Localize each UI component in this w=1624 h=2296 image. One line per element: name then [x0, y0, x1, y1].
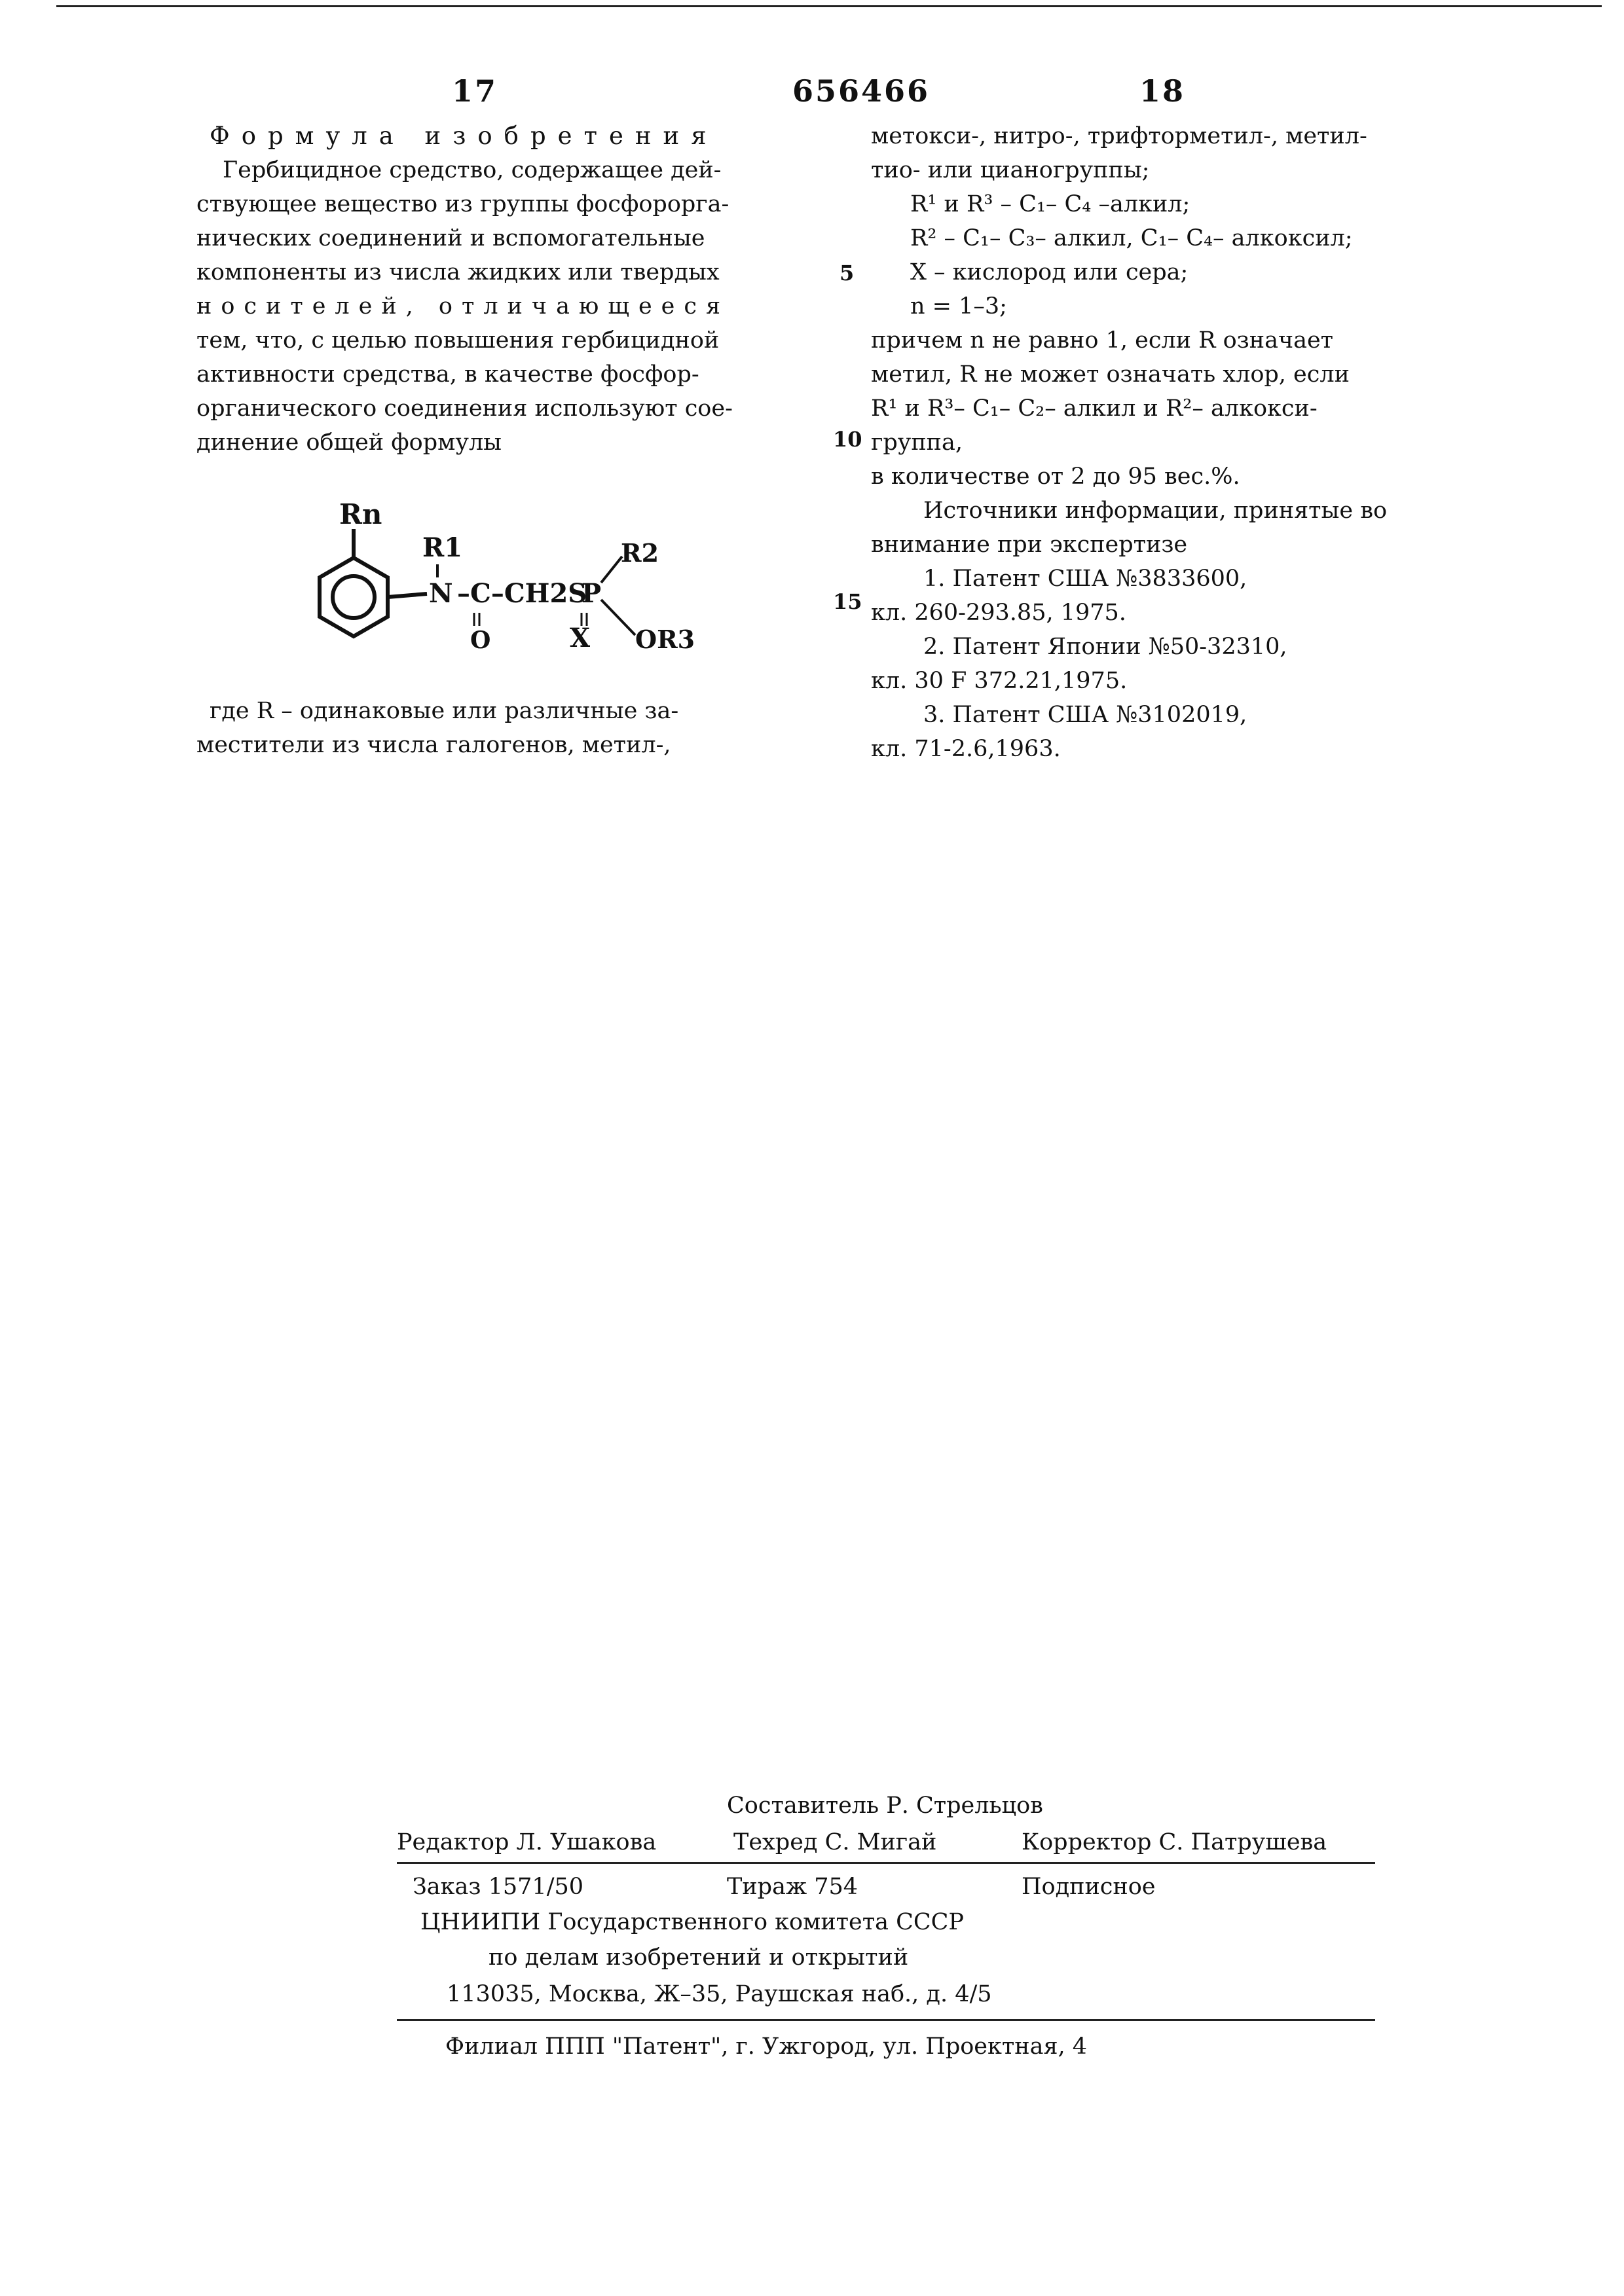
claim-line: органического соединения используют сое-	[196, 395, 733, 422]
formula-nitrogen: N	[429, 578, 453, 609]
top-border-line	[56, 5, 1602, 7]
imprint-address: 113035, Москва, Ж–35, Раушская наб., д. 4/5	[447, 1981, 992, 2007]
claim-line: R² – C₁– C₃– алкил, C₁– C₄– алкоксил;	[910, 225, 1353, 251]
claim-line: местители из числа галогенов, метил-,	[196, 732, 671, 758]
left-column-continued	[196, 694, 825, 762]
claim-line: носителей, отличающееся	[196, 293, 730, 319]
claim-line: метокси-, нитро-, трифторметил-, метил-	[871, 123, 1367, 149]
imprint-org-line2: по делам изобретений и открытий	[489, 1944, 909, 1971]
claim-line: тем, что, с целью повышения гербицидной	[196, 327, 720, 354]
source-1: 1. Патент США №3833600,	[923, 566, 1247, 592]
claim-line: нических соединений и вспомогательные	[196, 225, 705, 251]
claim-line: динение общей формулы	[196, 429, 502, 456]
formula-ring-substituent: Rn	[339, 498, 382, 530]
sources-heading-cont: внимание при экспертизе	[871, 532, 1188, 558]
claim-line: R¹ и R³ – C₁– C₄ –алкил;	[910, 191, 1190, 217]
line-number-10: 10	[833, 427, 862, 452]
page-number-left: 17	[452, 73, 498, 109]
formula-p-substituent-bottom: OR3	[635, 625, 695, 654]
general-formula-structure	[288, 484, 760, 668]
claim-line: метил, R не может означать хлор, если	[871, 361, 1350, 388]
claim-line: компоненты из числа жидких или твердых	[196, 259, 720, 285]
claim-line: Гербицидное средство, содержащее дей-	[223, 157, 722, 183]
benzene-ring-circle	[333, 576, 375, 618]
claims-heading: Формула изобретения	[210, 122, 718, 150]
imprint-compiler: Составитель Р. Стрельцов	[727, 1793, 1043, 1819]
claim-line: группа,	[871, 429, 963, 456]
left-column	[196, 119, 825, 460]
source-3-class: кл. 71-2.6,1963.	[871, 736, 1061, 762]
p-r2-bond	[601, 556, 622, 583]
claim-line: ствующее вещество из группы фосфорорга-	[196, 191, 729, 217]
right-column	[871, 119, 1526, 766]
line-number-15: 15	[833, 589, 862, 614]
formula-chain: –C–CH2S	[457, 578, 587, 609]
imprint-rule-top	[397, 1862, 1375, 1864]
claim-line: причем n не равно 1, если R означает	[871, 327, 1334, 354]
formula-n-substituent: R1	[422, 532, 463, 563]
imprint-editor: Редактор Л. Ушакова	[397, 1829, 657, 1855]
imprint-org-line1: ЦНИИПИ Государственного комитета СССР	[420, 1909, 964, 1935]
claim-line: активности средства, в качестве фосфор-	[196, 361, 699, 388]
claim-line: n = 1–3;	[910, 293, 1007, 319]
benzene-ring-hexagon	[320, 558, 388, 636]
source-3: 3. Патент США №3102019,	[923, 702, 1247, 728]
imprint-subscription: Подписное	[1022, 1874, 1156, 1900]
patent-number: 656466	[792, 73, 931, 109]
sources-heading: Источники информации, принятые во	[923, 498, 1388, 524]
ring-n-bond	[388, 594, 427, 597]
source-2: 2. Патент Японии №50-32310,	[923, 634, 1287, 660]
claim-line: X – кислород или сера;	[910, 259, 1189, 285]
formula-p-substituent-top: R2	[621, 538, 659, 568]
imprint-order: Заказ 1571/50	[413, 1874, 584, 1900]
claim-line: R¹ и R³– C₁– C₂– алкил и R²– алкокси-	[871, 395, 1318, 422]
claim-line: тио- или цианогруппы;	[871, 157, 1150, 183]
line-number-5: 5	[840, 261, 855, 285]
claim-line: в количестве от 2 до 95 вес.%.	[871, 464, 1240, 490]
imprint-techred: Техред С. Мигай	[733, 1829, 937, 1855]
source-2-class: кл. 30 F 372.21,1975.	[871, 668, 1128, 694]
page-number-right: 18	[1139, 73, 1186, 109]
claim-line: где R – одинаковые или различные за-	[210, 698, 679, 724]
source-1-class: кл. 260-293.85, 1975.	[871, 600, 1126, 626]
formula-carbonyl-oxygen: O	[470, 627, 491, 654]
p-or3-bond	[601, 600, 635, 635]
imprint-branch: Филиал ППП "Патент", г. Ужгород, ул. Проектная, 4	[445, 2033, 1088, 2060]
imprint-rule-bottom	[397, 2019, 1375, 2021]
formula-p-double-bond-atom: X	[570, 623, 591, 653]
imprint-circulation: Тираж 754	[727, 1874, 858, 1900]
formula-phosphorus: P	[581, 578, 602, 609]
imprint-corrector: Корректор С. Патрушева	[1022, 1829, 1327, 1855]
